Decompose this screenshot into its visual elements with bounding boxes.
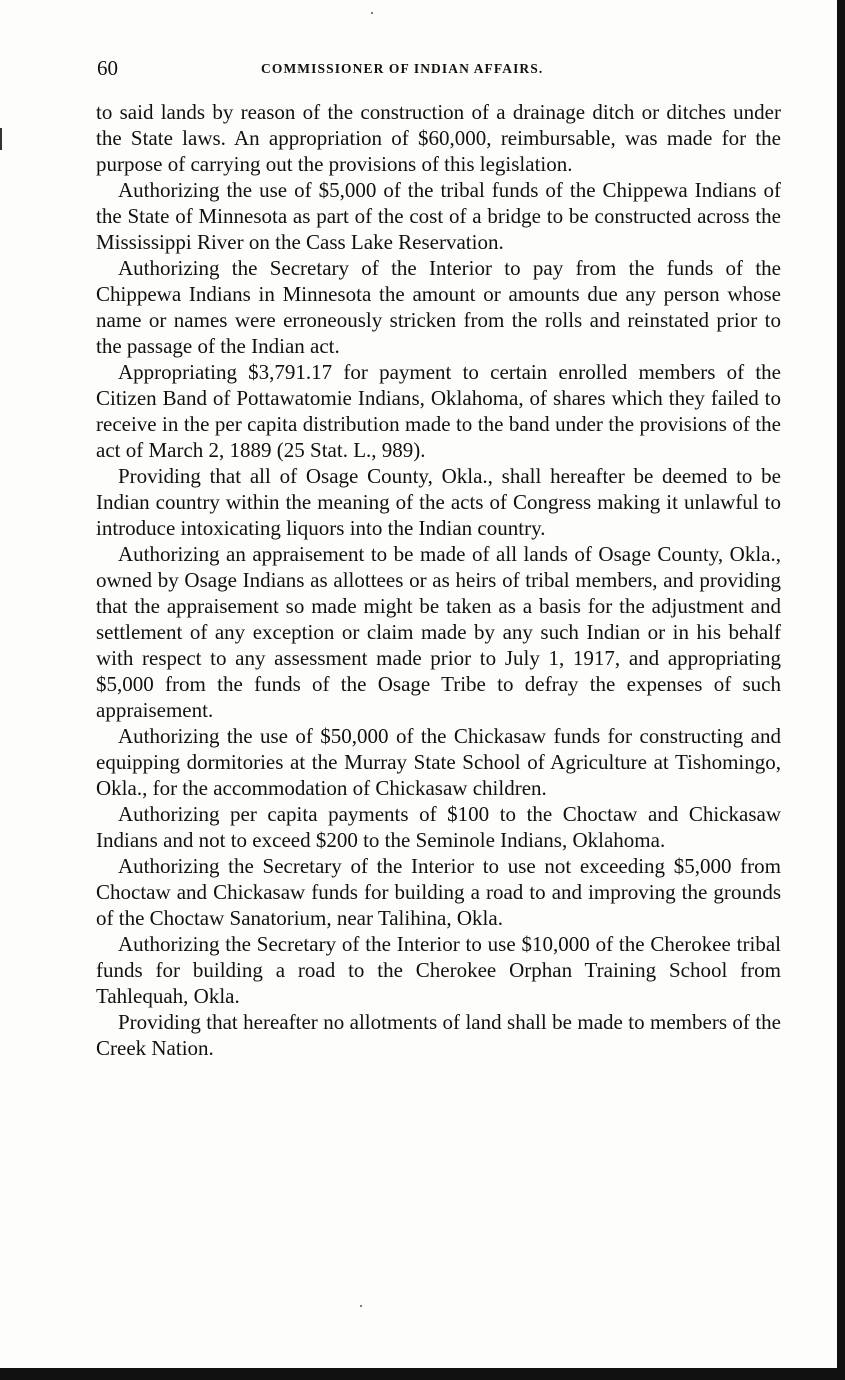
paragraph-chickasaw-dormitories: Authorizing the use of $50,000 of the Chickasaw funds for constructing and equipping dormitories at the Murray State School of Agriculture at Tishomingo, Okla., for the accommodation of Chickasaw children.: [96, 724, 781, 800]
body-text: [96, 99, 781, 1061]
scan-edge-mark: [0, 128, 2, 150]
paragraph-cherokee-orphan-school: Authorizing the Secretary of the Interior to use $10,000 of the Cherokee tribal funds for building a road to the Cherokee Orphan Training School from Tahlequah, Okla.: [96, 932, 781, 1008]
paragraph-per-capita-payments: Authorizing per capita payments of $100 to the Choctaw and Chickasaw Indians and not to exceed $200 to the Seminole Indians, Oklahoma.: [96, 802, 781, 852]
scan-border-bottom: [0, 1368, 845, 1380]
scan-speck: [360, 1305, 362, 1307]
page-header: [97, 56, 780, 82]
paragraph-creek-allotments: Providing that hereafter no allotments of land shall be made to members of the Creek Nation.: [96, 1010, 781, 1060]
scan-speck: [371, 12, 373, 14]
paragraph-choctaw-sanatorium: Authorizing the Secretary of the Interior to use not exceeding $5,000 from Choctaw and Chickasaw funds for building a road to and improving the grounds of the Choctaw Sanatorium, near Talihina, Okla.: [96, 854, 781, 930]
paragraph-chippewa-rolls: Authorizing the Secretary of the Interior to pay from the funds of the Chippewa Indians in Minnesota the amount or amounts due any person whose name or names were erroneously stricken from the rolls and reinstated prior to the passage of the Indian act.: [96, 256, 781, 358]
scan-border-right: [837, 0, 845, 1380]
paragraph-osage-indian-country: Providing that all of Osage County, Okla., shall hereafter be deemed to be Indian country within the meaning of the acts of Congress making it unlawful to introduce intoxicating liquors into the Indian country.: [96, 464, 781, 540]
paragraph-pottawatomie: Appropriating $3,791.17 for payment to certain enrolled members of the Citizen Band of Pottawatomie Indians, Oklahoma, of shares which they failed to receive in the per capita distribution made to the band under the provisions of the act of March 2, 1889 (25 Stat. L., 989).: [96, 360, 781, 462]
paragraph-cass-lake-bridge: Authorizing the use of $5,000 of the tribal funds of the Chippewa Indians of the State of Minnesota as part of the cost of a bridge to be constructed across the Mississippi River on the Cass Lake Reservation.: [96, 178, 781, 254]
paragraph-osage-appraisement: Authorizing an appraisement to be made of all lands of Osage County, Okla., owned by Osage Indians as allottees or as heirs of tribal members, and providing that the appraisement so made might be taken as a basis for the adjustment and settlement of any exception or claim made by any such Indian or in his behalf with respect to any assessment made prior to July 1, 1917, and appropriating $5,000 from the funds of the Osage Tribe to defray the expenses of such appraisement.: [96, 542, 781, 722]
running-head: COMMISSIONER OF INDIAN AFFAIRS.: [261, 61, 544, 76]
page-number: 60: [97, 56, 118, 80]
paragraph-drainage-ditch: to said lands by reason of the construction of a drainage ditch or ditches under the State laws. An appropriation of $60,000, reimbursable, was made for the purpose of carrying out the provisions of this legislation.: [96, 100, 781, 176]
